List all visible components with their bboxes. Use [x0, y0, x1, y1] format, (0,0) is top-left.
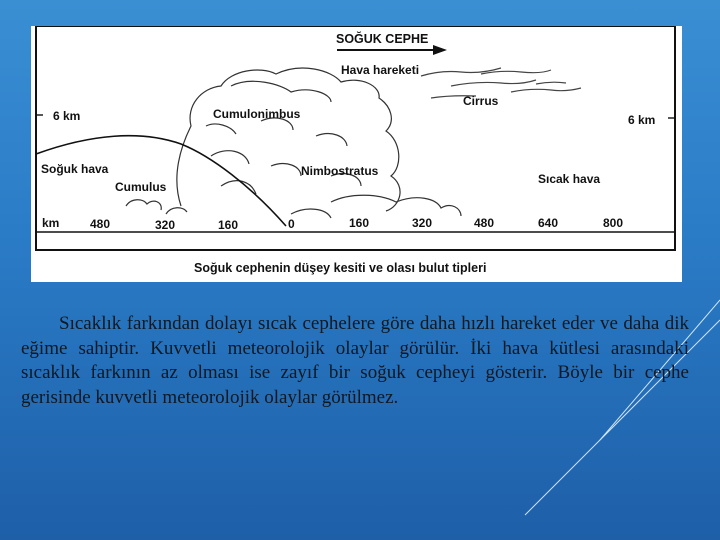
- distance-tick: 320: [412, 216, 433, 230]
- distance-tick: 640: [538, 216, 559, 230]
- movement-label: Hava hareketi: [341, 63, 420, 77]
- height-label-right: 6 km: [628, 113, 656, 127]
- warm-air-label: Sıcak hava: [538, 172, 601, 186]
- distance-unit: km: [42, 216, 60, 230]
- body-paragraph: [21, 312, 689, 410]
- nimbostratus-label: Nimbostratus: [301, 164, 379, 178]
- arrow-head: [433, 45, 447, 55]
- distance-tick: 480: [90, 217, 111, 231]
- diagram-caption: Soğuk cephenin düşey kesiti ve olası bulut tipleri: [194, 261, 487, 275]
- cold-front-diagram: [31, 26, 682, 282]
- distance-tick: 0: [288, 217, 295, 231]
- cold-air-label: Soğuk hava: [41, 162, 109, 176]
- cumulus-label: Cumulus: [115, 180, 167, 194]
- cirrus-label: Cirrus: [463, 94, 499, 108]
- height-label-left: 6 km: [53, 109, 81, 123]
- distance-tick: 480: [474, 216, 495, 230]
- distance-tick: 320: [155, 218, 176, 232]
- cumulonimbus-label: Cumulonimbus: [213, 107, 301, 121]
- cirrus-streaks: [421, 68, 581, 98]
- distance-tick: 160: [218, 218, 239, 232]
- distance-tick: 160: [349, 216, 370, 230]
- diagram-header: SOĞUK CEPHE: [336, 32, 429, 46]
- paragraph-text: Sıcaklık farkından dolayı sıcak cephelere göre daha hızlı hareket eder ve daha dik eğime sahiptir. Kuvvetli meteorolojik olaylar görülür. İki hava kütlesi arasındaki sıcaklık farkının az olması ise zayıf bir soğuk cepheyi gösterir. Böyle bir cephe gerisinde kuvvetli meteorolojik olaylar görülmez.: [21, 313, 689, 408]
- distance-tick: 800: [603, 216, 624, 230]
